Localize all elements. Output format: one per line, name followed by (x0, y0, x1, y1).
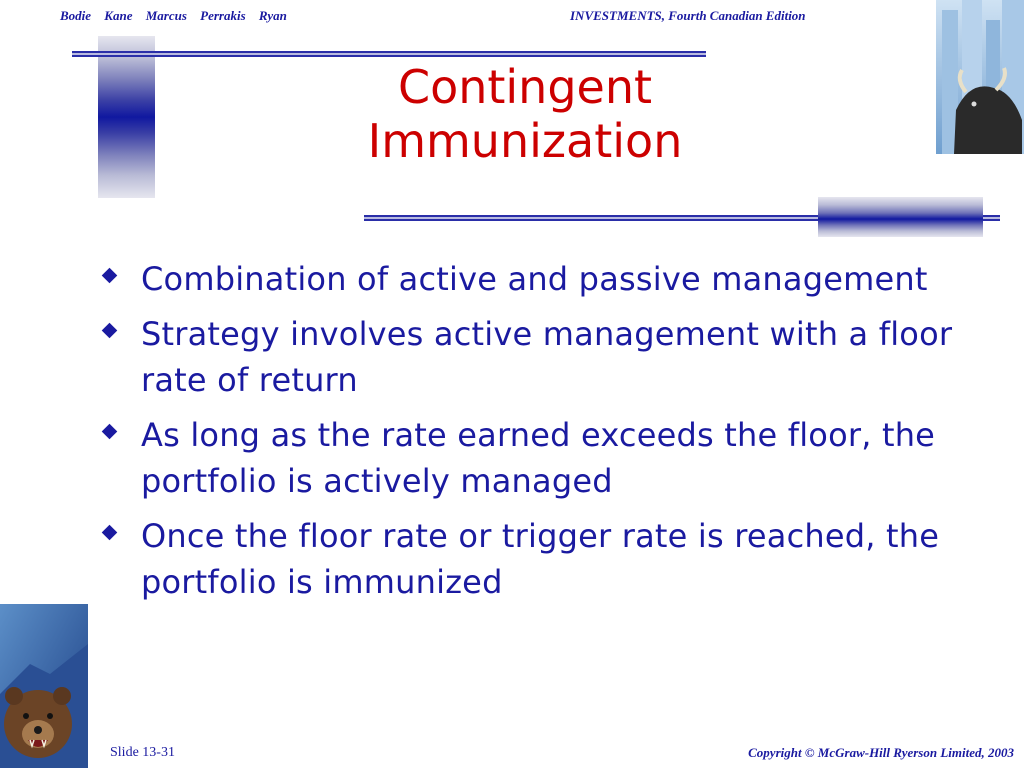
slide-title (260, 60, 790, 168)
bear-photo-graphic (0, 604, 88, 768)
diamond-bullet-icon (102, 525, 118, 541)
decorative-vertical-gradient-bar (98, 36, 155, 198)
bullet-text: As long as the rate earned exceeds the floor, the portfolio is actively managed (141, 416, 936, 500)
bullet-item (104, 412, 954, 504)
bear-photo (0, 604, 88, 768)
bullet-text: Strategy involves active management with a floor rate of return (141, 315, 953, 399)
bull-photo-graphic (936, 0, 1024, 154)
decorative-horizontal-gradient-bar (818, 197, 983, 237)
bullet-item (104, 311, 954, 403)
header-authors: Bodie Kane Marcus Perrakis Ryan (60, 8, 287, 23)
diamond-bullet-icon (102, 268, 118, 284)
bullet-text: Once the floor rate or trigger rate is reached, the portfolio is immunized (141, 517, 940, 601)
copyright-notice: Copyright © McGraw-Hill Ryerson Limited, 2003 (748, 745, 1014, 760)
bullet-item (104, 256, 954, 302)
bullet-text: Combination of active and passive management (141, 260, 928, 298)
bullet-list (104, 256, 954, 614)
diamond-bullet-icon (102, 424, 118, 440)
bullet-item (104, 513, 954, 605)
top-divider-rule (72, 51, 706, 57)
slide-number: Slide 13-31 (110, 745, 175, 760)
diamond-bullet-icon (102, 323, 118, 339)
slide-title-line-2: Immunization (367, 114, 683, 168)
slide-title-line-1: Contingent (397, 60, 653, 114)
header-book-title: INVESTMENTS, Fourth Canadian Edition (570, 8, 806, 23)
bull-photo (936, 0, 1024, 154)
